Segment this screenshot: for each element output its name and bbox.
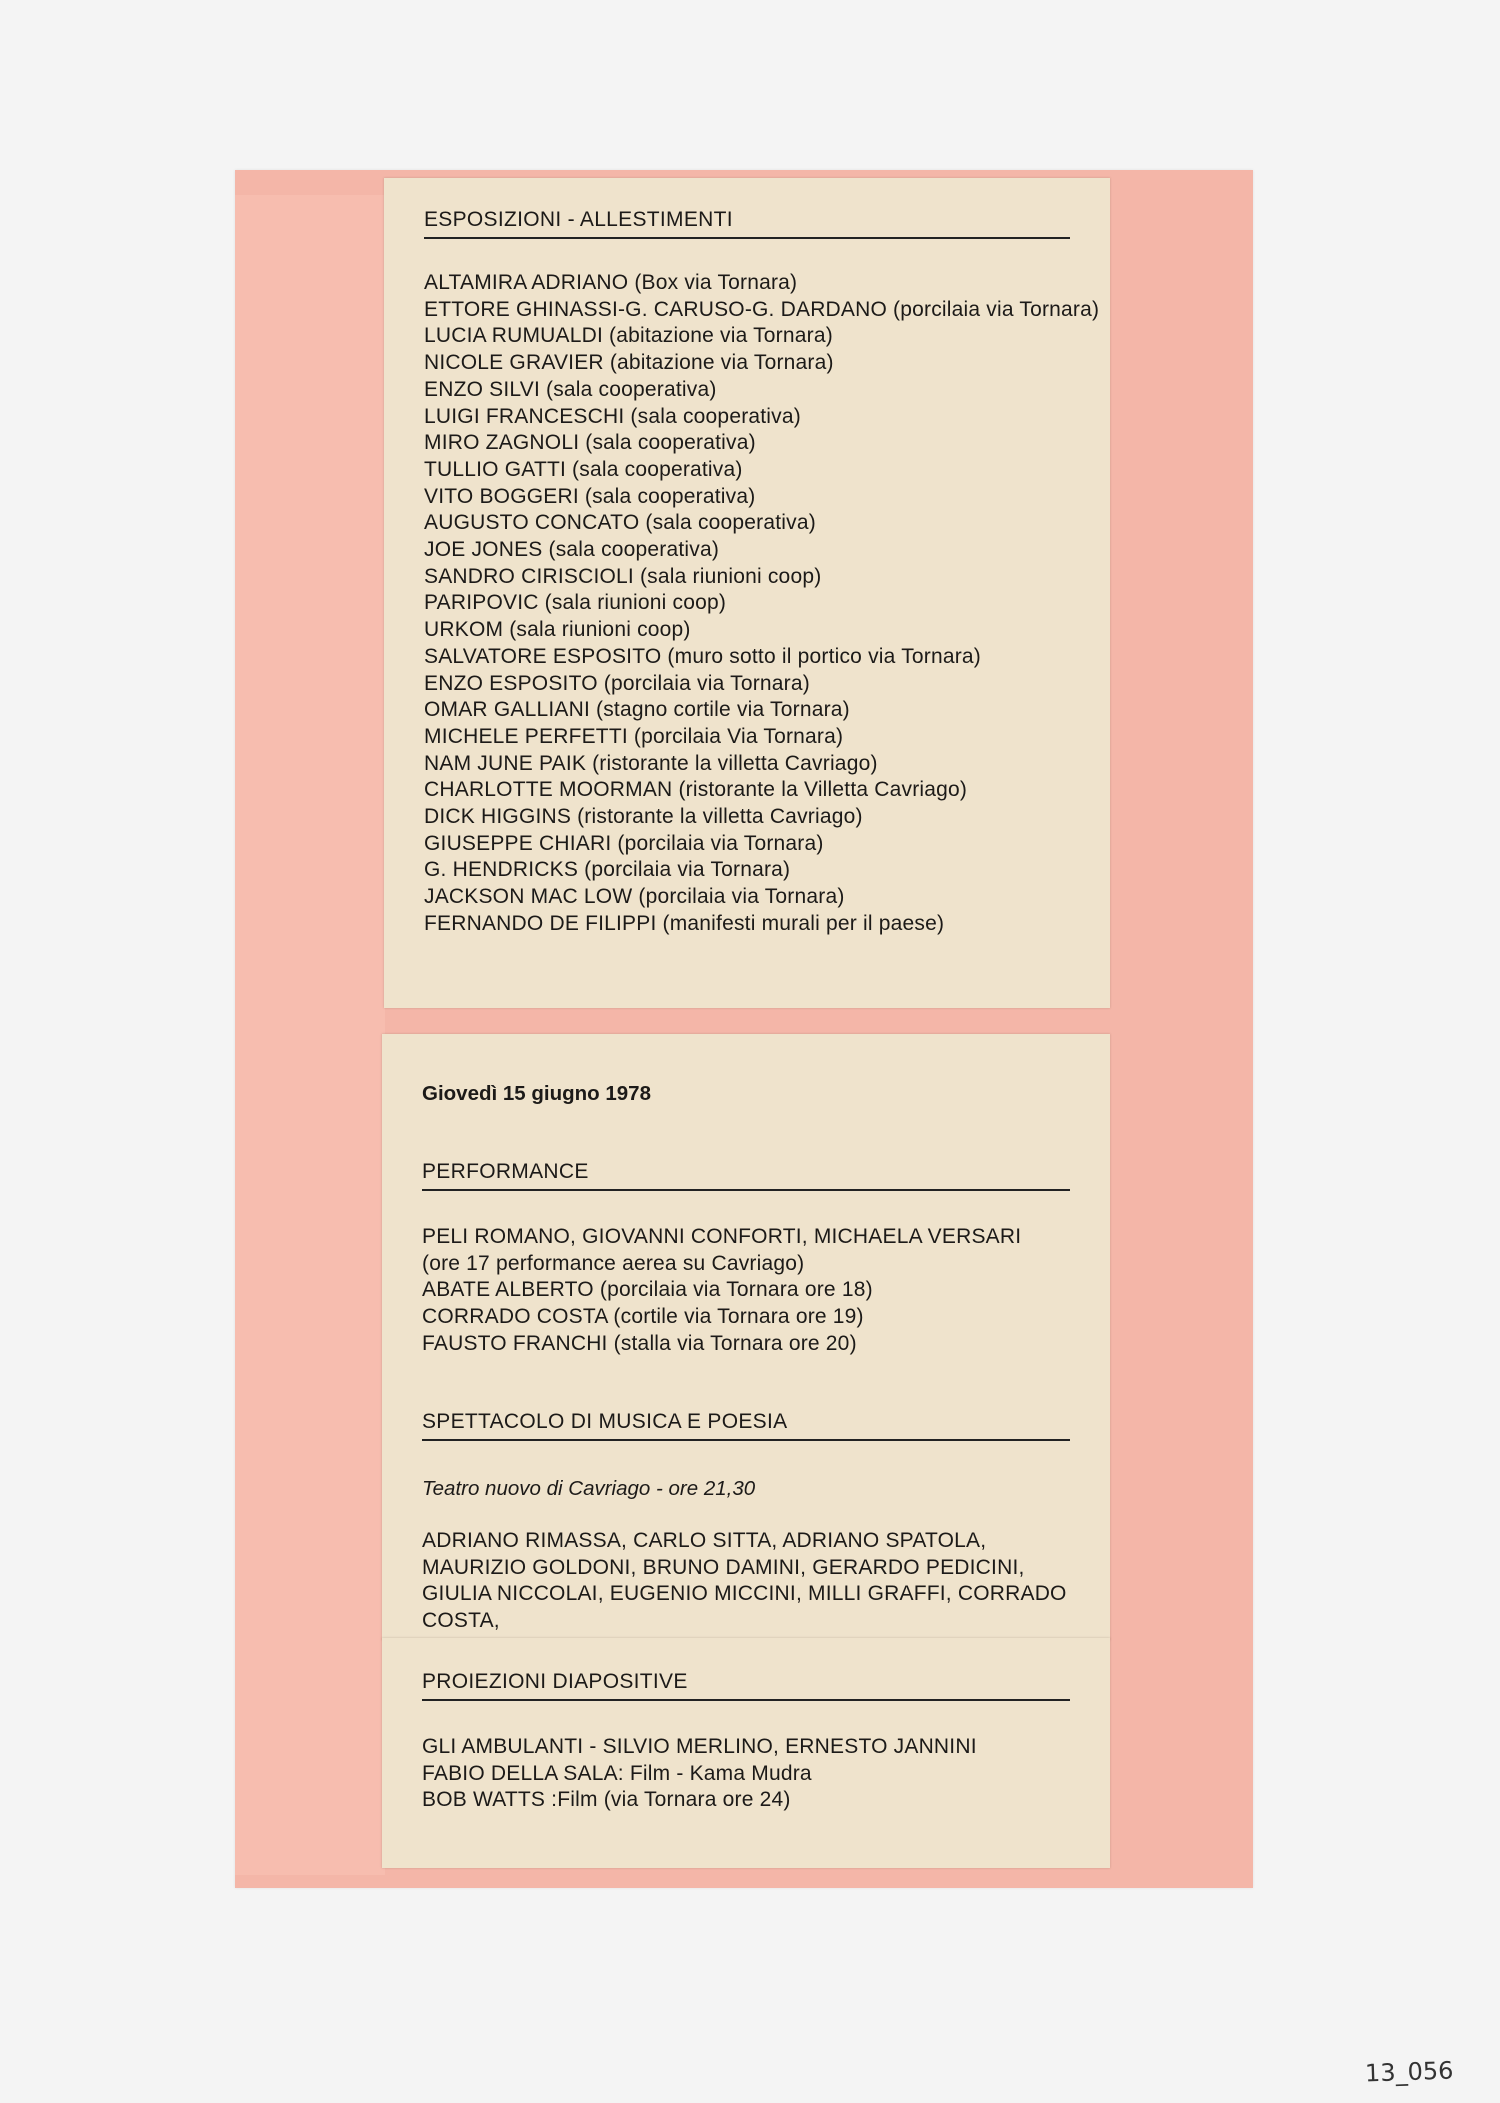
list-item: LUCIA RUMUALDI (abitazione via Tornara) [424, 324, 833, 348]
catalog-number: 13_056 [1364, 2056, 1454, 2088]
list-item: JOE JONES (sala cooperativa) [424, 538, 720, 562]
music-poetry-performers: ADRIANO RIMASSA, CARLO SITTA, ADRIANO SPATOLA, MAURIZIO GOLDONI, BRUNO DAMINI, GERARDO PEDICINI, GIULIA NICCOLAI, EUGENIO MICCINI, MILLI GRAFFI, CORRADO COSTA, [422, 1529, 1073, 1633]
list-item: SALVATORE ESPOSITO (muro sotto il portico via Tornara) [424, 644, 981, 668]
list-item: ENZO ESPOSITO (porcilaia via Tornara) [424, 671, 810, 695]
list-item: BOB WATTS :Film (via Tornara ore 24) [422, 1788, 791, 1812]
list-item: GLI AMBULANTI - SILVIO MERLINO, ERNESTO JANNINI [422, 1735, 977, 1758]
performance-heading: PERFORMANCE [422, 1160, 1070, 1191]
list-item: G. HENDRICKS (porcilaia via Tornara) [424, 858, 791, 882]
list-item: JACKSON MAC LOW (porcilaia via Tornara) [424, 885, 845, 909]
exhibitions-list [424, 270, 1104, 938]
list-item: NICOLE GRAVIER (abitazione via Tornara) [424, 351, 834, 375]
list-item: ETTORE GHINASSI-G. CARUSO-G. DARDANO (porcilaia via Tornara) [424, 297, 1100, 321]
projections-heading: PROIEZIONI DIAPOSITIVE [422, 1670, 1070, 1701]
list-item: NAM JUNE PAIK (ristorante la villetta Cavriago) [424, 751, 878, 775]
mount-flap [235, 195, 385, 1875]
list-item: VITO BOGGERI (sala cooperativa) [424, 484, 756, 508]
list-item: PARIPOVIC (sala riunioni coop) [424, 591, 727, 615]
venue-line: Teatro nuovo di Cavriago - ore 21,30 [422, 1477, 756, 1500]
list-item: PELI ROMANO, GIOVANNI CONFORTI, MICHAELA VERSARI (ore 17 performance aerea su Cavriago) [422, 1225, 1028, 1275]
list-item: ABATE ALBERTO (porcilaia via Tornara ore 18) [422, 1278, 873, 1302]
list-item: AUGUSTO CONCATO (sala cooperativa) [424, 511, 816, 535]
projections-card [382, 1638, 1110, 1868]
list-item: CORRADO COSTA (cortile via Tornara ore 19) [422, 1305, 864, 1329]
list-item: DICK HIGGINS (ristorante la villetta Cavriago) [424, 805, 863, 829]
list-item: MICHELE PERFETTI (porcilaia Via Tornara) [424, 724, 844, 748]
list-item: CHARLOTTE MOORMAN (ristorante la Villetta Cavriago) [424, 778, 968, 802]
music-poetry-heading: SPETTACOLO DI MUSICA E POESIA [422, 1410, 1070, 1441]
list-item: FABIO DELLA SALA: Film - Kama Mudra [422, 1761, 812, 1785]
program-card [382, 1034, 1110, 1640]
list-item: LUIGI FRANCESCHI (sala cooperativa) [424, 404, 801, 428]
exhibitions-card [384, 178, 1110, 1008]
list-item: FERNANDO DE FILIPPI (manifesti murali per il paese) [424, 911, 945, 935]
list-item: TULLIO GATTI (sala cooperativa) [424, 457, 743, 481]
list-item: URKOM (sala riunioni coop) [424, 618, 691, 642]
list-item: SANDRO CIRISCIOLI (sala riunioni coop) [424, 564, 822, 588]
list-item: MIRO ZAGNOLI (sala cooperativa) [424, 431, 756, 455]
projections-list [422, 1734, 1112, 1814]
exhibitions-heading: ESPOSIZIONI - ALLESTIMENTI [424, 208, 1070, 239]
performance-list [422, 1224, 1032, 1358]
event-date: Giovedì 15 giugno 1978 [422, 1082, 651, 1105]
list-item: FAUSTO FRANCHI (stalla via Tornara ore 20) [422, 1331, 857, 1355]
list-item: OMAR GALLIANI (stagno cortile via Tornara) [424, 698, 850, 722]
list-item: ALTAMIRA ADRIANO (Box via Tornara) [424, 271, 798, 294]
list-item: ENZO SILVI (sala cooperativa) [424, 377, 717, 401]
list-item: GIUSEPPE CHIARI (porcilaia via Tornara) [424, 831, 824, 855]
